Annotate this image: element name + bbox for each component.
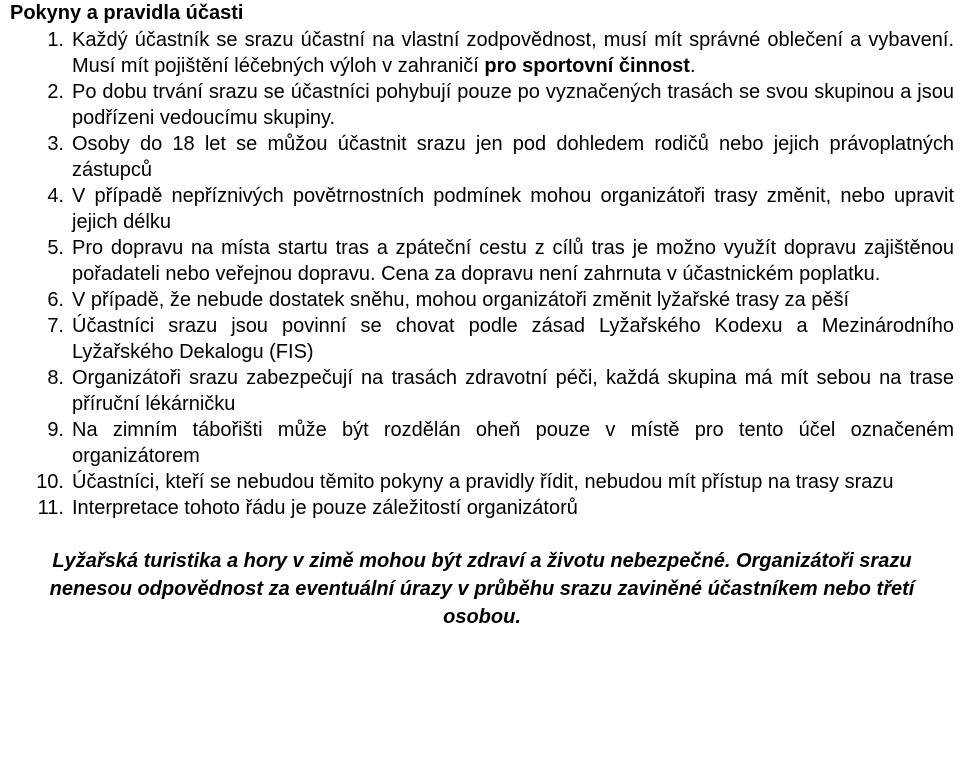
rule-item-6 — [10, 287, 954, 313]
rule-number: 3. — [47, 133, 64, 155]
rule-item-1 — [10, 27, 954, 79]
rule-text: Na zimním tábořišti může být rozdělán oheň pouze v místě pro tento účel označeném organizátorem — [72, 419, 954, 467]
rule-item-4 — [10, 183, 954, 235]
rule-number: 11. — [37, 497, 64, 519]
rule-item-9 — [10, 417, 954, 469]
rule-bold-text: pro sportovní činnost — [484, 55, 690, 77]
rule-text: V případě nepříznivých povětrnostních podmínek mohou organizátoři trasy změnit, nebo upravit jejich délku — [72, 185, 954, 233]
rule-item-7 — [10, 313, 954, 365]
rule-number: 10. — [36, 471, 64, 493]
rule-number: 2. — [47, 81, 64, 103]
rule-number: 6. — [47, 289, 64, 311]
rule-text: Účastníci srazu jsou povinní se chovat podle zásad Lyžařského Kodexu a Mezinárodního Lyžařského Dekalogu (FIS) — [72, 315, 954, 363]
rule-text: Pro dopravu na místa startu tras a zpáteční cestu z cílů tras je možno využít dopravu zajištěnou pořadateli nebo veřejnou dopravu. Cena za dopravu není zahrnuta v účastnickém poplatku. — [72, 237, 954, 285]
rule-item-5 — [10, 235, 954, 287]
rule-number: 9. — [47, 419, 64, 441]
rule-text: Každý účastník se srazu účastní na vlastní zodpovědnost, musí mít správné oblečení a vybavení. Musí mít pojištění léčebných výloh v zahraničí pro sportovní činnost. — [72, 29, 954, 77]
rule-number: 8. — [47, 367, 64, 389]
rule-item-10 — [10, 469, 954, 495]
page-title: Pokyny a pravidla účasti — [10, 2, 244, 24]
rule-number: 1. — [47, 29, 64, 51]
rule-number: 4. — [47, 185, 64, 207]
rule-number: 7. — [47, 315, 64, 337]
rule-number: 5. — [47, 237, 64, 259]
rule-item-8 — [10, 365, 954, 417]
rule-text: V případě, že nebude dostatek sněhu, mohou organizátoři změnit lyžařské trasy za pěší — [72, 289, 850, 311]
rule-text: Osoby do 18 let se můžou účastnit srazu jen pod dohledem rodičů nebo jejich právoplatných zástupců — [72, 133, 954, 181]
closing-warning: Lyžařská turistika a hory v zimě mohou být zdraví a životu nebezpečné. Organizátoři srazu nenesou odpovědnost za eventuální úrazy v průběhu srazu zaviněné účastníkem nebo třetí osobou. — [49, 550, 915, 628]
rule-text: Organizátoři srazu zabezpečují na trasách zdravotní péči, každá skupina má mít sebou na trase příruční lékárničku — [72, 367, 954, 415]
rule-text: Interpretace tohoto řádu je pouze záležitostí organizátorů — [72, 497, 578, 519]
rule-item-11 — [10, 495, 954, 521]
rule-item-3 — [10, 131, 954, 183]
rule-text: Po dobu trvání srazu se účastníci pohybují pouze po vyznačených trasách se svou skupinou a jsou podřízeni vedoucímu skupiny. — [72, 81, 954, 129]
rules-list — [10, 27, 954, 521]
rule-text: Účastníci, kteří se nebudou těmito pokyny a pravidly řídit, nebudou mít přístup na trasy srazu — [72, 471, 894, 493]
rule-item-2 — [10, 79, 954, 131]
